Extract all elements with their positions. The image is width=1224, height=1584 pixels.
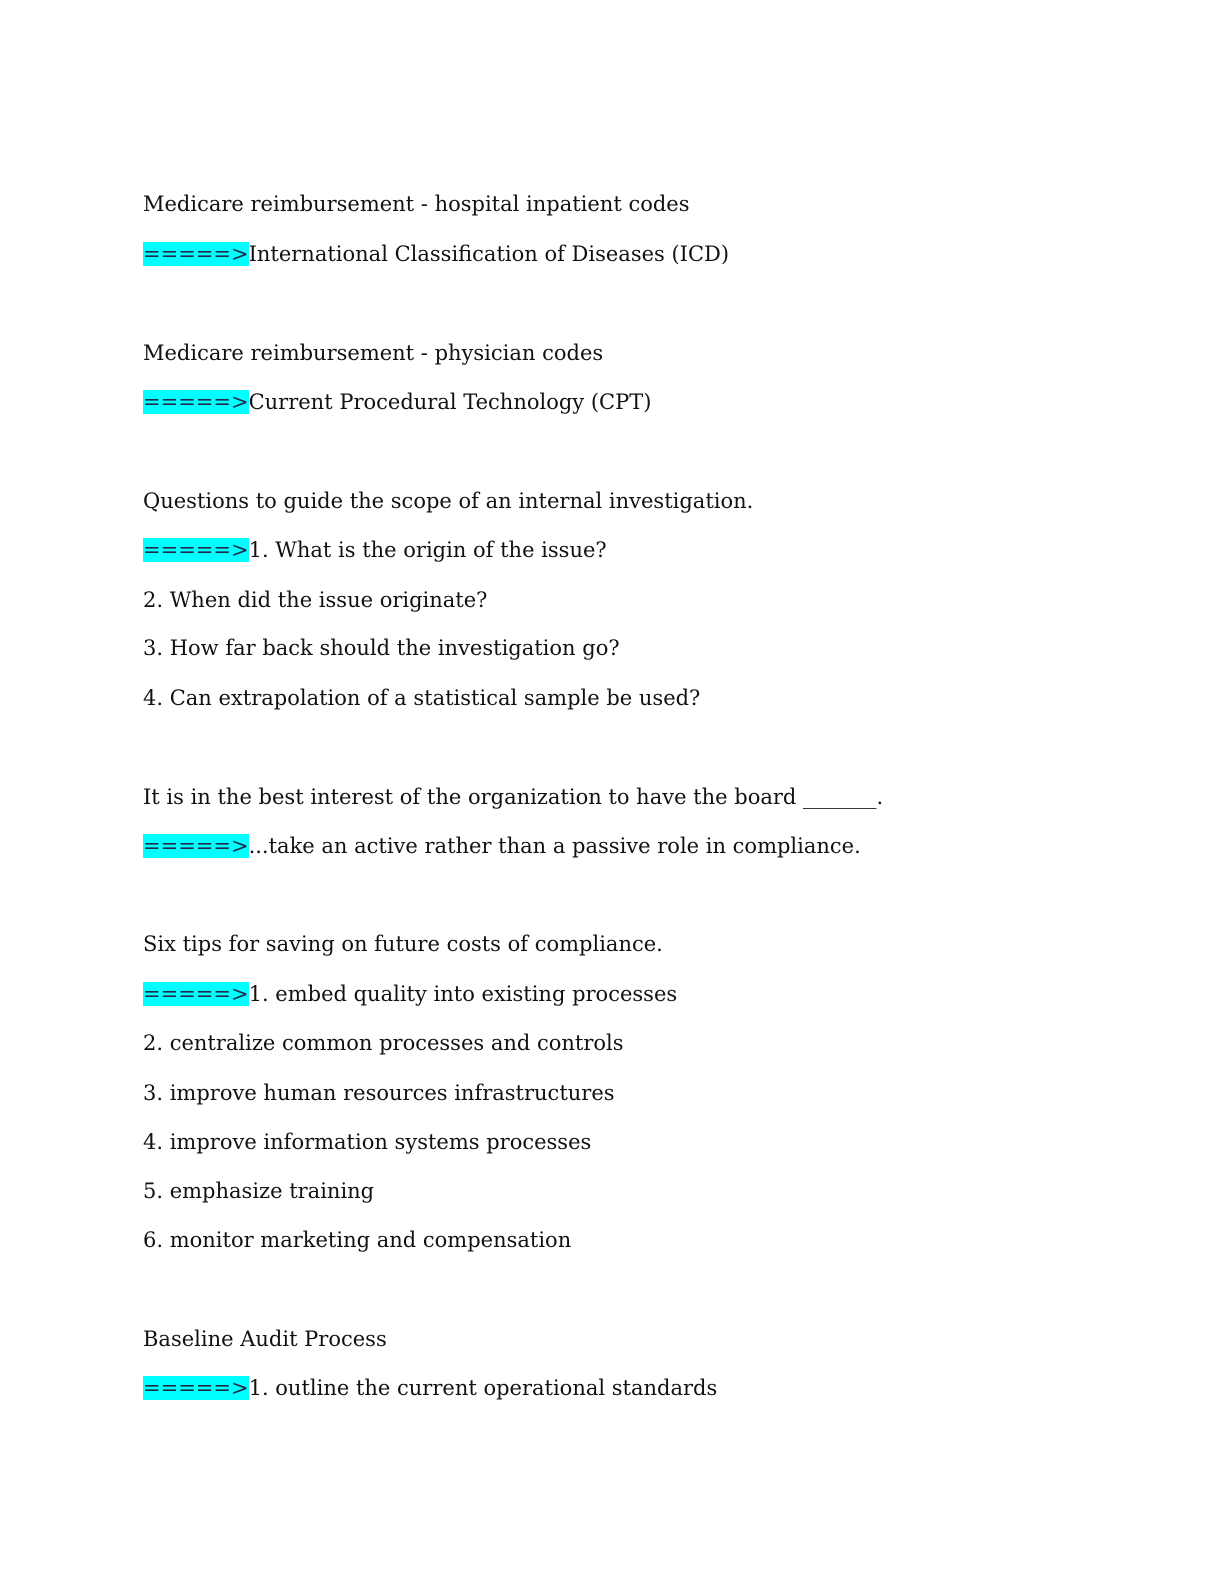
answer-arrow-marker: =====> xyxy=(143,834,249,858)
answer-line xyxy=(143,980,677,1008)
answer-arrow-marker: =====> xyxy=(143,242,249,266)
answer-line xyxy=(143,1374,717,1402)
answer-arrow-marker: =====> xyxy=(143,982,249,1006)
question-text: It is in the best interest of the organization to have the board _______. xyxy=(143,785,884,809)
answer-text: 1. embed quality into existing processes xyxy=(248,982,678,1006)
question-text: Medicare reimbursement - hospital inpatient codes xyxy=(143,192,690,216)
question-text: Baseline Audit Process xyxy=(143,1327,387,1351)
answer-arrow-marker: =====> xyxy=(143,538,249,562)
answer-list-item: 2. centralize common processes and controls xyxy=(143,1031,624,1055)
answer-line xyxy=(143,240,729,268)
answer-line xyxy=(143,536,607,564)
question-text: Questions to guide the scope of an internal investigation. xyxy=(143,489,754,513)
answer-text: International Classification of Diseases (ICD) xyxy=(248,242,730,266)
answer-text: ...take an active rather than a passive role in compliance. xyxy=(248,834,861,858)
answer-list-item: 4. improve information systems processes xyxy=(143,1130,592,1154)
answer-list-item: 6. monitor marketing and compensation xyxy=(143,1228,572,1252)
answer-list-item: 5. emphasize training xyxy=(143,1179,375,1203)
answer-list-item: 3. How far back should the investigation go? xyxy=(143,636,620,660)
answer-list-item: 3. improve human resources infrastructures xyxy=(143,1081,615,1105)
answer-list-item: 4. Can extrapolation of a statistical sample be used? xyxy=(143,686,701,710)
answer-text: Current Procedural Technology (CPT) xyxy=(248,390,652,414)
answer-arrow-marker: =====> xyxy=(143,1376,249,1400)
answer-list-item: 2. When did the issue originate? xyxy=(143,588,488,612)
answer-line xyxy=(143,832,861,860)
answer-text: 1. outline the current operational standards xyxy=(248,1376,718,1400)
question-text: Medicare reimbursement - physician codes xyxy=(143,341,604,365)
answer-line xyxy=(143,388,651,416)
answer-text: 1. What is the origin of the issue? xyxy=(248,538,607,562)
answer-arrow-marker: =====> xyxy=(143,390,249,414)
question-text: Six tips for saving on future costs of compliance. xyxy=(143,932,663,956)
